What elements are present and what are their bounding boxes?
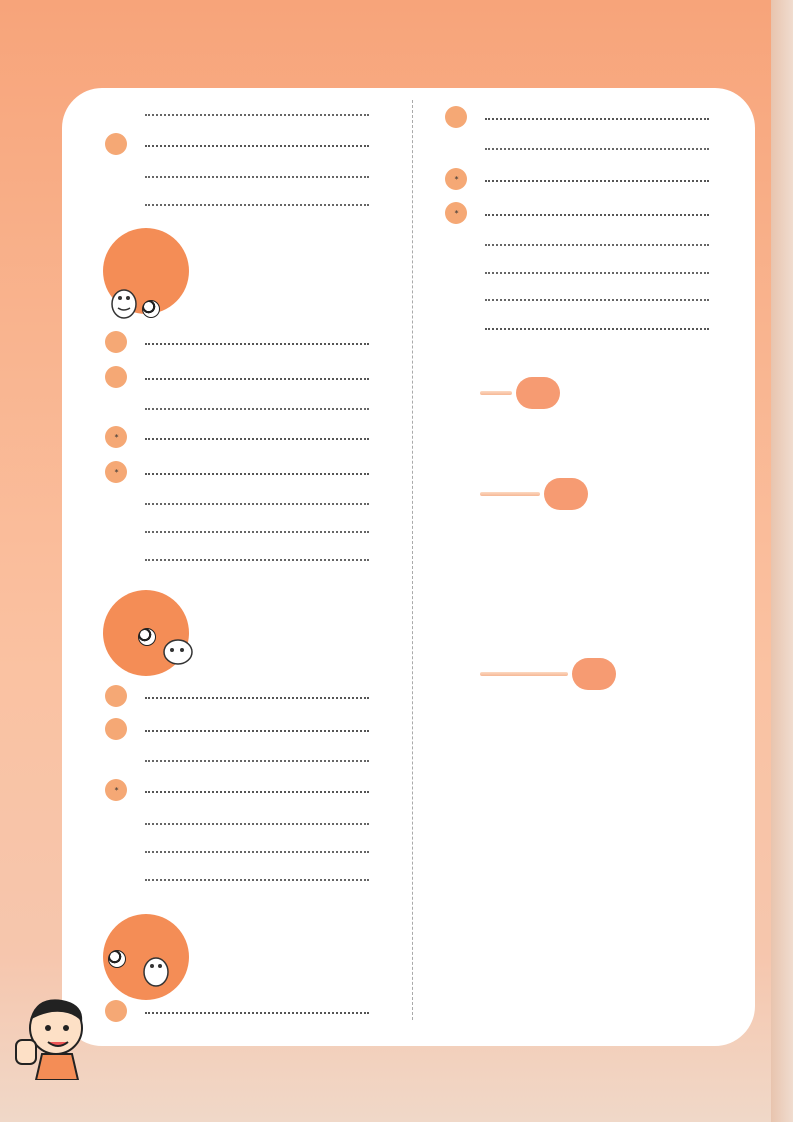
toc-entry[interactable] [105, 394, 377, 420]
dot-leader [145, 145, 369, 147]
lesson-number-badge [105, 461, 127, 483]
notes-separate-tag [544, 478, 588, 510]
lesson-number-badge [105, 331, 127, 353]
toc-entry[interactable] [105, 329, 377, 355]
dinosaur-mascot-icon [156, 628, 200, 672]
optional-star: * [114, 432, 119, 442]
dot-leader [485, 148, 709, 150]
toc-entry[interactable] [445, 285, 717, 311]
toc-entry[interactable] [445, 258, 717, 284]
toc-entry[interactable] [445, 134, 717, 160]
dot-leader [145, 204, 369, 206]
toc-entry[interactable] [105, 746, 377, 772]
optional-star: * [114, 467, 119, 477]
dot-leader [485, 180, 709, 182]
soccer-ball-icon [138, 628, 156, 646]
dot-leader [145, 879, 369, 881]
dot-leader [485, 299, 709, 301]
toc-entry[interactable] [105, 716, 377, 742]
lesson-number-badge [105, 1000, 127, 1022]
toc-entry[interactable] [105, 777, 377, 803]
answers-section-header [480, 377, 560, 409]
toc-entry[interactable] [445, 104, 717, 130]
toc-entry[interactable] [105, 545, 377, 571]
toc-entry[interactable] [445, 230, 717, 256]
thumbs-up-kid-icon [12, 990, 92, 1080]
lesson-number-badge [105, 426, 127, 448]
tests-section-label [480, 672, 568, 676]
dot-leader [145, 559, 369, 561]
toc-entry[interactable] [105, 809, 377, 835]
page-edge [771, 0, 793, 1122]
lesson-number-badge [105, 779, 127, 801]
dot-leader [145, 851, 369, 853]
answers-section-label [480, 391, 512, 395]
toc-entry[interactable] [105, 837, 377, 863]
dot-leader [145, 1012, 369, 1014]
dot-leader [145, 503, 369, 505]
notes-section-header [480, 478, 588, 510]
soccer-ball-icon [108, 950, 126, 968]
dot-leader [145, 176, 369, 178]
lesson-number-badge [445, 168, 467, 190]
dot-leader [145, 408, 369, 410]
dot-leader [145, 760, 369, 762]
dot-leader [145, 114, 369, 116]
dot-leader [485, 118, 709, 120]
lesson-number-badge [445, 202, 467, 224]
dot-leader [145, 473, 369, 475]
column-divider [412, 100, 413, 1020]
lesson-number-badge [105, 133, 127, 155]
lesson-number-badge [445, 106, 467, 128]
toc-entry[interactable] [105, 364, 377, 390]
toc-entry[interactable] [105, 865, 377, 891]
toc-entry[interactable] [105, 459, 377, 485]
toc-entry[interactable] [445, 314, 717, 340]
dot-leader [145, 730, 369, 732]
dot-leader [485, 272, 709, 274]
toc-entry[interactable] [105, 489, 377, 515]
dinosaur-mascot-icon [104, 278, 148, 322]
dot-leader [145, 343, 369, 345]
tests-separate-tag [572, 658, 616, 690]
tests-section-header [480, 658, 616, 690]
dot-leader [145, 378, 369, 380]
toc-entry[interactable] [105, 998, 377, 1024]
lesson-number-badge [105, 685, 127, 707]
toc-entry[interactable] [105, 190, 377, 216]
toc-entry[interactable] [105, 683, 377, 709]
toc-entry[interactable] [105, 424, 377, 450]
dot-leader [145, 697, 369, 699]
dot-leader [145, 531, 369, 533]
toc-entry[interactable] [105, 517, 377, 543]
dot-leader [485, 328, 709, 330]
dinosaur-mascot-icon [134, 946, 178, 990]
toc-entry[interactable] [445, 166, 717, 192]
dot-leader [145, 791, 369, 793]
answers-separate-tag [516, 377, 560, 409]
soccer-ball-icon [142, 300, 160, 318]
dot-leader [145, 823, 369, 825]
dot-leader [485, 244, 709, 246]
optional-star: * [454, 174, 459, 184]
lesson-number-badge [105, 366, 127, 388]
toc-entry[interactable] [105, 131, 377, 157]
toc-entry[interactable] [445, 200, 717, 226]
lesson-number-badge [105, 718, 127, 740]
toc-entry[interactable] [105, 162, 377, 188]
dot-leader [145, 438, 369, 440]
optional-star: * [454, 208, 459, 218]
toc-entry[interactable] [105, 100, 377, 126]
optional-star: * [114, 785, 119, 795]
notes-section-label [480, 492, 540, 496]
dot-leader [485, 214, 709, 216]
